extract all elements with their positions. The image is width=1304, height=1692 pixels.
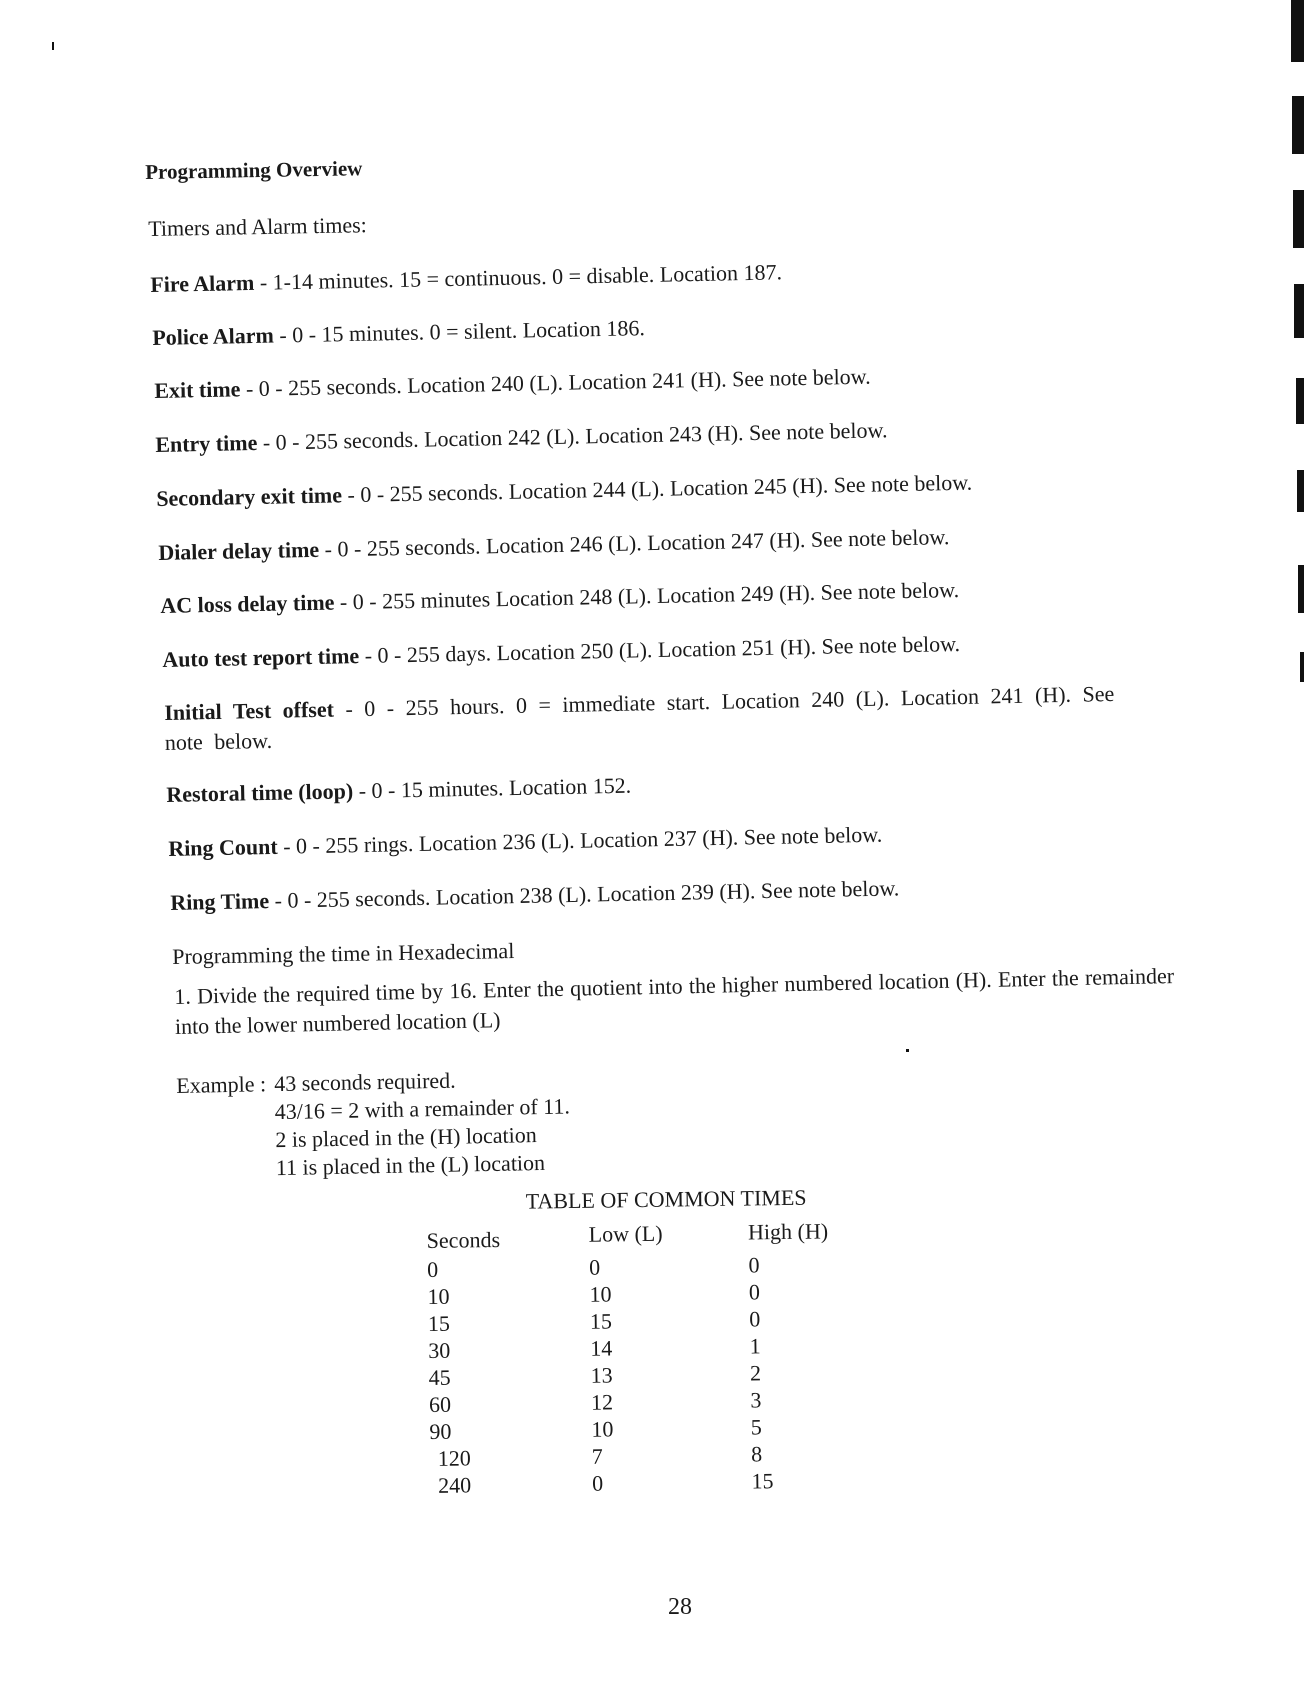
table-cell: 240 [437, 1472, 472, 1498]
scan-speck [906, 1049, 909, 1052]
scan-edge-mark [1298, 565, 1304, 613]
column-header: Low (L) [588, 1220, 663, 1247]
table-header-row [426, 1212, 856, 1256]
timer-term: Auto test report time [162, 643, 360, 672]
table-cell: 90 [429, 1418, 452, 1444]
timer-description: - 0 - 255 seconds. Location 244 (L). Location 245 (H). See note below. [341, 469, 973, 508]
timer-entry [158, 522, 950, 568]
timer-entry [162, 629, 960, 675]
timer-term: Ring Count [168, 833, 278, 861]
times-table [426, 1212, 860, 1499]
table-cell: 1 [749, 1333, 761, 1359]
scan-edge-mark [1292, 96, 1304, 154]
scan-edge-mark [1297, 470, 1304, 512]
table-cell: 10 [591, 1416, 614, 1442]
table-cell: 10 [427, 1283, 450, 1309]
table-cell: 15 [427, 1310, 451, 1336]
timer-description: - 0 - 255 seconds. Location 242 (L). Location 243 (H). See note below. [257, 417, 888, 455]
table-cell: 7 [591, 1443, 603, 1469]
scan-speck [52, 42, 54, 50]
scan-edge-mark [1293, 190, 1304, 248]
page-number: 28 [668, 1594, 692, 1620]
table-cell: 0 [748, 1252, 760, 1278]
timer-term: Restoral time (loop) [166, 778, 354, 807]
timer-term: Ring Time [170, 888, 270, 915]
table-row [430, 1466, 860, 1499]
section-subheading: Timers and Alarm times: [148, 212, 367, 241]
timer-description: - 0 - 255 days. Location 250 (L). Location 251 (H). See note below. [358, 630, 961, 669]
table-cell: 0 [588, 1254, 601, 1280]
column-header: Seconds [426, 1226, 501, 1253]
table-cell: 2 [749, 1360, 762, 1386]
table-cell: 0 [426, 1256, 439, 1282]
timer-term: Fire Alarm [150, 269, 255, 297]
timer-entry [154, 362, 871, 406]
table-cell: 3 [750, 1387, 762, 1413]
timer-description: - 0 - 255 minutes Location 248 (L). Location 249 (H). See note below. [334, 576, 960, 615]
table-cell: 5 [750, 1414, 762, 1440]
timer-description: - 0 - 255 rings. Location 236 (L). Location 237 (H). See note below. [277, 821, 883, 859]
timer-entry [164, 678, 1155, 758]
table-cell: 15 [751, 1468, 774, 1494]
table-cell: 15 [589, 1308, 613, 1334]
table-cell: 14 [590, 1335, 613, 1361]
timer-term: AC loss delay time [160, 589, 335, 618]
table-cell: 0 [748, 1279, 761, 1305]
timer-term: Secondary exit time [156, 482, 343, 511]
table-cell: 30 [428, 1337, 451, 1363]
example-line: 43/16 = 2 with a remainder of 11. [274, 1093, 571, 1125]
timer-term: Exit time [154, 376, 241, 403]
table-cell: 0 [749, 1306, 761, 1332]
timer-description: - 1-14 minutes. 15 = continuous. 0 = disable. Location 187. [254, 259, 783, 295]
example-line: 43 seconds required. [274, 1067, 456, 1097]
table-cell: 0 [591, 1470, 604, 1496]
scan-edge-mark [1294, 284, 1304, 338]
timer-description: - 0 - 255 seconds. Location 240 (L). Location 241 (H). See note below. [240, 363, 871, 402]
timer-term: Dialer delay time [158, 536, 320, 565]
hex-section-heading: Programming the time in Hexadecimal [172, 938, 515, 969]
table-title: TABLE OF COMMON TIMES [525, 1184, 807, 1214]
timer-term: Initial Test offset [164, 696, 335, 725]
timer-description: - 0 - 15 minutes. Location 152. [352, 772, 632, 804]
table-cell: 60 [428, 1391, 452, 1417]
table-cell: 10 [589, 1281, 612, 1307]
timer-description: - 0 - 255 seconds. Location 246 (L). Location 247 (H). See note below. [318, 524, 950, 562]
timer-entry [160, 575, 959, 621]
table-cell: 120 [437, 1445, 471, 1471]
timer-entry [150, 257, 782, 300]
timer-description: - 0 - 15 minutes. 0 = silent. Location 186. [273, 315, 646, 348]
table-cell: 13 [590, 1362, 613, 1388]
table-cell: 12 [590, 1389, 614, 1415]
timer-entry [156, 468, 972, 514]
timer-description: - 0 - 255 seconds. Location 238 (L). Location 239 (H). See note below. [268, 875, 900, 914]
timer-term: Entry time [155, 429, 258, 457]
table-cell: 45 [428, 1364, 451, 1390]
table-cell: 8 [750, 1441, 763, 1467]
instruction-step: 1. Divide the required time by 16. Enter the quotient into the higher numbered location (H). Enter the remainder into the lower numbered location (L) [174, 963, 1175, 1039]
timer-description: - 0 - 255 hours. 0 = immediate start. Location 240 (L). Location 241 (H). See note below. [164, 680, 1115, 755]
example-line: 2 is placed in the (H) location [275, 1122, 537, 1153]
timer-term: Police Alarm [152, 322, 275, 350]
timer-entry [155, 415, 888, 460]
timer-entry [152, 313, 645, 353]
timer-entry [170, 873, 900, 918]
example-line: 11 is placed in the (L) location [275, 1149, 546, 1181]
page-heading: Programming Overview [145, 156, 363, 184]
example-block [176, 1064, 571, 1184]
scan-edge-mark [1300, 652, 1304, 682]
column-header: High (H) [747, 1218, 829, 1245]
example-label: Example : [176, 1071, 267, 1098]
scan-edge-mark [1296, 378, 1304, 424]
timer-entry [168, 820, 883, 864]
timer-entry [166, 771, 631, 810]
scan-edge-mark [1291, 0, 1304, 62]
common-times-table [426, 1184, 860, 1499]
